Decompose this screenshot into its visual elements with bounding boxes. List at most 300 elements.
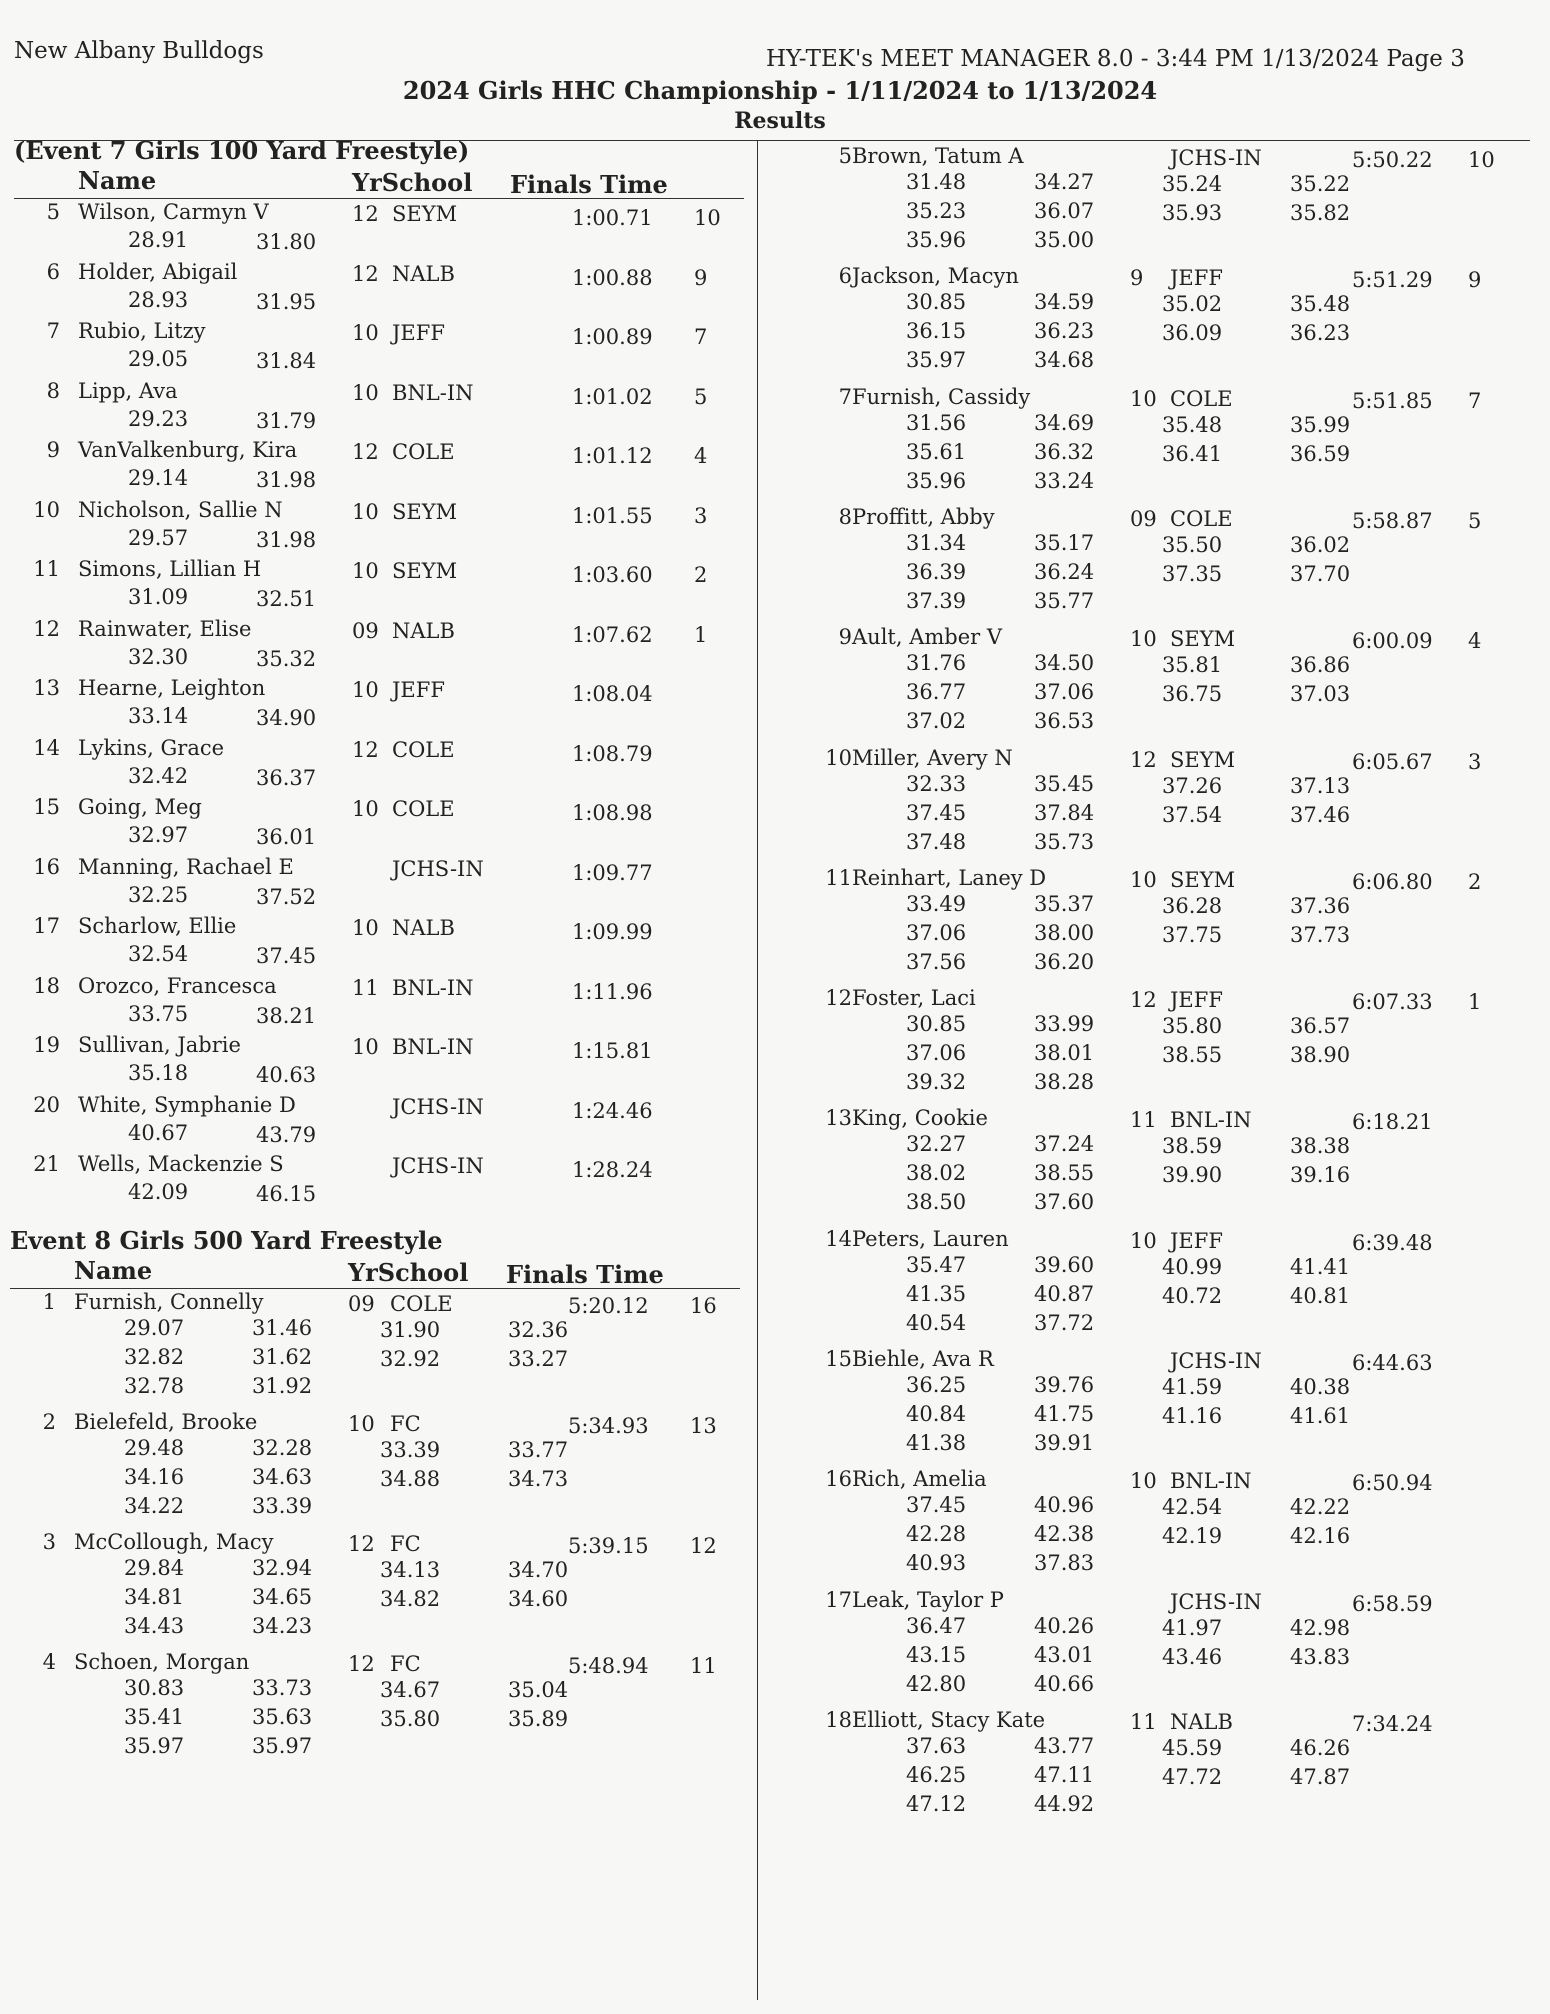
place: 10 bbox=[825, 745, 852, 770]
split-time: 36.75 bbox=[1162, 682, 1223, 707]
place: 2 bbox=[42, 1410, 56, 1434]
split-time: 36.39 bbox=[906, 559, 967, 584]
column-divider bbox=[757, 140, 758, 2000]
split-time: 32.82 bbox=[124, 1345, 185, 1369]
split-time: 37.46 bbox=[1290, 802, 1351, 827]
swimmer-name: Orozco, Francesca bbox=[78, 973, 277, 998]
section-title: Results bbox=[734, 108, 826, 134]
place: 13 bbox=[33, 676, 60, 700]
swimmer-name: White, Symphanie D bbox=[78, 1092, 296, 1117]
school: COLE bbox=[392, 440, 455, 464]
split-time: 34.73 bbox=[508, 1467, 569, 1491]
school: JCHS-IN bbox=[392, 1094, 484, 1119]
finals-time: 1:00.89 bbox=[572, 325, 653, 349]
swimmer-name: King, Cookie bbox=[852, 1106, 988, 1131]
split-time: 33.75 bbox=[128, 1001, 189, 1026]
finals-time: 5:34.93 bbox=[568, 1414, 649, 1438]
school: BNL-IN bbox=[1170, 1108, 1252, 1133]
year: 11 bbox=[1130, 1108, 1157, 1133]
points: 13 bbox=[690, 1414, 717, 1438]
finals-time: 1:07.62 bbox=[572, 622, 653, 647]
year: 10 bbox=[1130, 386, 1157, 411]
swimmer-name: Peters, Lauren bbox=[852, 1226, 1009, 1251]
year: 10 bbox=[1130, 1469, 1157, 1494]
split-time: 47.87 bbox=[1290, 1764, 1351, 1789]
split-time: 34.27 bbox=[1034, 170, 1095, 194]
split-time: 40.66 bbox=[1034, 1671, 1095, 1696]
split-time: 34.88 bbox=[380, 1467, 441, 1491]
result-row bbox=[796, 264, 1546, 382]
split-time: 35.17 bbox=[1034, 530, 1095, 555]
split-time: 35.96 bbox=[906, 228, 967, 252]
split-time: 37.26 bbox=[1162, 773, 1223, 798]
result-row bbox=[0, 557, 750, 616]
split-time: 38.00 bbox=[1034, 920, 1095, 945]
place: 7 bbox=[838, 384, 852, 409]
split-time: 33.39 bbox=[252, 1494, 313, 1518]
split-time: 36.24 bbox=[1034, 559, 1095, 584]
place: 5 bbox=[46, 200, 60, 224]
split-time: 37.24 bbox=[1034, 1132, 1095, 1157]
split-time: 37.35 bbox=[1162, 561, 1223, 586]
split-time: 37.02 bbox=[906, 709, 967, 734]
split-time: 40.54 bbox=[906, 1310, 967, 1335]
points: 12 bbox=[690, 1534, 717, 1558]
swimmer-name: Rubio, Litzy bbox=[78, 319, 206, 343]
result-row bbox=[0, 1290, 750, 1408]
school: NALB bbox=[1170, 1709, 1233, 1734]
swimmer-name: Bielefeld, Brooke bbox=[74, 1410, 258, 1434]
split-time: 37.06 bbox=[906, 1041, 967, 1066]
place: 16 bbox=[33, 854, 60, 879]
split-time: 37.36 bbox=[1290, 893, 1351, 918]
split-time: 37.13 bbox=[1290, 773, 1351, 798]
split-time: 28.93 bbox=[128, 287, 189, 312]
result-row bbox=[0, 1093, 750, 1152]
school: JCHS-IN bbox=[392, 1154, 484, 1178]
split-time: 42.98 bbox=[1290, 1615, 1351, 1640]
split-time: 35.97 bbox=[252, 1734, 313, 1758]
result-row bbox=[0, 498, 750, 557]
swimmer-name: Manning, Rachael E bbox=[78, 854, 294, 879]
split-time: 37.45 bbox=[906, 800, 967, 825]
split-time: 40.96 bbox=[1034, 1493, 1095, 1518]
split-time: 31.84 bbox=[256, 349, 317, 373]
split-time: 35.97 bbox=[906, 348, 967, 373]
place: 19 bbox=[33, 1033, 60, 1057]
school: NALB bbox=[392, 261, 455, 286]
result-row bbox=[0, 260, 750, 319]
split-time: 35.18 bbox=[128, 1061, 189, 1085]
split-time: 39.91 bbox=[1034, 1431, 1095, 1455]
split-time: 35.61 bbox=[906, 439, 967, 464]
place: 9 bbox=[46, 438, 60, 462]
split-time: 38.90 bbox=[1290, 1043, 1351, 1068]
result-row bbox=[0, 319, 750, 378]
split-time: 37.06 bbox=[906, 920, 967, 945]
finals-time: 6:05.67 bbox=[1352, 749, 1433, 774]
split-time: 35.02 bbox=[1162, 292, 1223, 317]
school: BNL-IN bbox=[392, 380, 474, 405]
split-time: 41.35 bbox=[906, 1281, 967, 1306]
place: 17 bbox=[825, 1587, 852, 1612]
swimmer-name: Sullivan, Jabrie bbox=[78, 1033, 241, 1057]
swimmer-name: Rich, Amelia bbox=[852, 1467, 987, 1492]
split-time: 43.15 bbox=[906, 1642, 967, 1667]
swimmer-name: Brown, Tatum A bbox=[852, 144, 1024, 168]
place: 7 bbox=[46, 319, 60, 343]
points: 3 bbox=[694, 503, 708, 528]
split-time: 36.20 bbox=[1034, 949, 1095, 974]
split-time: 35.50 bbox=[1162, 532, 1223, 557]
split-time: 47.12 bbox=[906, 1791, 967, 1816]
split-time: 42.22 bbox=[1290, 1495, 1351, 1520]
split-time: 34.63 bbox=[252, 1465, 313, 1489]
split-time: 33.24 bbox=[1034, 468, 1095, 493]
swimmer-name: Miller, Avery N bbox=[852, 745, 1013, 770]
split-time: 31.48 bbox=[906, 170, 967, 194]
finals-time: 6:58.59 bbox=[1352, 1591, 1433, 1616]
swimmer-name: Leak, Taylor P bbox=[852, 1587, 1004, 1612]
split-time: 36.32 bbox=[1034, 439, 1095, 464]
result-row bbox=[0, 438, 750, 497]
year: 10 bbox=[352, 559, 379, 583]
finals-time: 5:58.87 bbox=[1352, 508, 1433, 533]
split-time: 37.83 bbox=[1034, 1551, 1095, 1576]
split-time: 36.15 bbox=[906, 319, 967, 344]
split-time: 42.80 bbox=[906, 1671, 967, 1696]
split-time: 37.52 bbox=[256, 884, 317, 909]
finals-time: 5:48.94 bbox=[568, 1654, 649, 1678]
split-time: 34.82 bbox=[380, 1587, 441, 1611]
split-time: 38.02 bbox=[906, 1161, 967, 1186]
points: 10 bbox=[1468, 148, 1495, 172]
school: SEYM bbox=[1170, 747, 1236, 772]
result-row bbox=[0, 617, 750, 676]
school: BNL-IN bbox=[392, 1035, 474, 1059]
split-time: 35.82 bbox=[1290, 201, 1351, 225]
split-time: 34.16 bbox=[124, 1465, 185, 1489]
school: SEYM bbox=[392, 202, 458, 226]
split-time: 47.72 bbox=[1162, 1764, 1223, 1789]
year: 10 bbox=[1130, 1228, 1157, 1253]
split-time: 36.23 bbox=[1034, 319, 1095, 344]
split-time: 32.97 bbox=[128, 823, 189, 847]
split-time: 43.83 bbox=[1290, 1644, 1351, 1669]
result-row bbox=[0, 1530, 750, 1648]
place: 16 bbox=[825, 1467, 852, 1492]
split-time: 42.16 bbox=[1290, 1524, 1351, 1549]
year: 12 bbox=[348, 1652, 375, 1676]
finals-time: 7:34.24 bbox=[1352, 1711, 1433, 1736]
finals-time: 1:01.12 bbox=[572, 444, 653, 468]
split-time: 30.85 bbox=[906, 290, 967, 315]
split-time: 47.11 bbox=[1034, 1762, 1095, 1787]
split-time: 42.09 bbox=[128, 1180, 189, 1204]
year: 11 bbox=[352, 975, 379, 1000]
col-header-name: Name bbox=[74, 1256, 153, 1285]
finals-time: 5:51.85 bbox=[1352, 388, 1433, 413]
school: FC bbox=[390, 1412, 421, 1436]
split-time: 35.48 bbox=[1162, 412, 1223, 437]
split-time: 34.60 bbox=[508, 1587, 569, 1611]
place: 18 bbox=[825, 1707, 852, 1732]
split-time: 33.77 bbox=[508, 1438, 569, 1462]
split-time: 33.49 bbox=[906, 891, 967, 916]
split-time: 43.77 bbox=[1034, 1733, 1095, 1758]
points: 1 bbox=[1468, 990, 1482, 1015]
split-time: 40.99 bbox=[1162, 1254, 1223, 1279]
place: 17 bbox=[33, 914, 60, 938]
split-time: 39.32 bbox=[906, 1070, 967, 1095]
points: 4 bbox=[1468, 629, 1482, 654]
year: 10 bbox=[352, 797, 379, 821]
place: 11 bbox=[33, 557, 60, 581]
split-time: 28.91 bbox=[128, 228, 189, 252]
split-time: 43.79 bbox=[256, 1122, 317, 1147]
split-time: 36.77 bbox=[906, 680, 967, 705]
points: 3 bbox=[1468, 749, 1482, 774]
school: JCHS-IN bbox=[392, 856, 484, 881]
split-time: 35.24 bbox=[1162, 172, 1223, 196]
result-row bbox=[0, 795, 750, 854]
split-time: 35.04 bbox=[508, 1678, 569, 1702]
split-time: 36.53 bbox=[1034, 709, 1095, 734]
school: JEFF bbox=[1170, 266, 1223, 291]
place: 8 bbox=[838, 504, 852, 529]
split-time: 36.59 bbox=[1290, 441, 1351, 466]
finals-time: 5:50.22 bbox=[1352, 148, 1433, 172]
swimmer-name: Jackson, Macyn bbox=[852, 264, 1019, 289]
split-time: 30.85 bbox=[906, 1012, 967, 1037]
year: 09 bbox=[348, 1292, 375, 1316]
points: 5 bbox=[694, 384, 708, 409]
split-time: 31.98 bbox=[256, 468, 317, 492]
place: 5 bbox=[838, 144, 852, 168]
split-time: 40.81 bbox=[1290, 1283, 1351, 1308]
split-time: 35.32 bbox=[256, 646, 317, 671]
split-time: 34.13 bbox=[380, 1558, 441, 1582]
split-time: 35.80 bbox=[1162, 1014, 1223, 1039]
split-time: 35.73 bbox=[1034, 829, 1095, 854]
result-row bbox=[796, 746, 1546, 864]
split-time: 29.57 bbox=[128, 525, 189, 550]
points: 9 bbox=[694, 265, 708, 290]
split-time: 37.54 bbox=[1162, 802, 1223, 827]
year: 10 bbox=[352, 499, 379, 524]
split-time: 46.15 bbox=[256, 1182, 317, 1206]
place: 21 bbox=[33, 1152, 60, 1176]
split-time: 38.28 bbox=[1034, 1070, 1095, 1095]
split-time: 43.01 bbox=[1034, 1642, 1095, 1667]
split-time: 41.59 bbox=[1162, 1375, 1223, 1399]
school: JEFF bbox=[1170, 1228, 1223, 1253]
split-time: 31.62 bbox=[252, 1345, 313, 1369]
school: SEYM bbox=[392, 499, 458, 524]
split-time: 33.99 bbox=[1034, 1012, 1095, 1037]
swimmer-name: Holder, Abigail bbox=[78, 259, 238, 284]
points: 5 bbox=[1468, 508, 1482, 533]
year: 9 bbox=[1130, 266, 1144, 291]
result-row bbox=[796, 866, 1546, 984]
finals-time: 6:50.94 bbox=[1352, 1471, 1433, 1496]
split-time: 42.38 bbox=[1034, 1522, 1095, 1547]
split-time: 35.77 bbox=[1034, 588, 1095, 613]
split-time: 35.23 bbox=[906, 199, 967, 223]
swimmer-name: Reinhart, Laney D bbox=[852, 865, 1047, 890]
meet-title: 2024 Girls HHC Championship - 1/11/2024 to 1/13/2024 bbox=[402, 76, 1158, 105]
finals-time: 1:15.81 bbox=[572, 1039, 653, 1063]
col-header-yrschool: YrSchool bbox=[348, 1258, 469, 1287]
split-time: 42.19 bbox=[1162, 1524, 1223, 1549]
split-time: 32.30 bbox=[128, 644, 189, 669]
finals-time: 6:18.21 bbox=[1352, 1110, 1433, 1135]
split-time: 39.60 bbox=[1034, 1252, 1095, 1277]
split-time: 39.16 bbox=[1290, 1163, 1351, 1188]
split-time: 37.60 bbox=[1034, 1190, 1095, 1215]
split-time: 40.72 bbox=[1162, 1283, 1223, 1308]
split-time: 40.67 bbox=[128, 1120, 189, 1145]
result-row bbox=[796, 986, 1546, 1104]
place: 4 bbox=[42, 1650, 56, 1674]
points: 7 bbox=[1468, 388, 1482, 413]
swimmer-name: Foster, Laci bbox=[852, 986, 976, 1011]
place: 15 bbox=[825, 1347, 852, 1371]
split-time: 40.63 bbox=[256, 1063, 317, 1087]
split-time: 34.81 bbox=[124, 1585, 185, 1609]
split-time: 36.86 bbox=[1290, 653, 1351, 678]
school: SEYM bbox=[392, 559, 458, 583]
split-time: 34.65 bbox=[252, 1585, 313, 1609]
place: 15 bbox=[33, 795, 60, 819]
finals-time: 5:51.29 bbox=[1352, 268, 1433, 293]
school: JCHS-IN bbox=[1170, 1349, 1262, 1373]
split-time: 35.63 bbox=[252, 1705, 313, 1729]
split-time: 41.41 bbox=[1290, 1254, 1351, 1279]
swimmer-name: Wells, Mackenzie S bbox=[78, 1152, 284, 1176]
finals-time: 6:06.80 bbox=[1352, 869, 1433, 894]
result-row bbox=[0, 1033, 750, 1092]
year: 12 bbox=[1130, 988, 1157, 1013]
school: FC bbox=[390, 1652, 421, 1676]
split-time: 37.03 bbox=[1290, 682, 1351, 707]
split-time: 36.41 bbox=[1162, 441, 1223, 466]
split-time: 32.27 bbox=[906, 1132, 967, 1157]
split-time: 34.23 bbox=[252, 1614, 313, 1638]
split-time: 38.59 bbox=[1162, 1134, 1223, 1159]
split-time: 37.45 bbox=[256, 944, 317, 968]
swimmer-name: Furnish, Connelly bbox=[74, 1290, 264, 1314]
points: 2 bbox=[1468, 869, 1482, 894]
split-time: 46.26 bbox=[1290, 1735, 1351, 1760]
finals-time: 1:09.99 bbox=[572, 920, 653, 944]
year: 12 bbox=[352, 737, 379, 762]
school: NALB bbox=[392, 916, 455, 940]
split-time: 36.09 bbox=[1162, 321, 1223, 346]
split-time: 34.50 bbox=[1034, 651, 1095, 676]
split-time: 35.89 bbox=[508, 1707, 569, 1731]
result-row bbox=[796, 1227, 1546, 1345]
split-time: 37.48 bbox=[906, 829, 967, 854]
split-time: 37.63 bbox=[906, 1733, 967, 1758]
year: 12 bbox=[352, 440, 379, 464]
split-time: 35.93 bbox=[1162, 201, 1223, 225]
year: 10 bbox=[1130, 867, 1157, 892]
year: 11 bbox=[1130, 1709, 1157, 1734]
col-header-finals: Finals Time bbox=[510, 170, 668, 199]
year: 12 bbox=[1130, 747, 1157, 772]
finals-time: 1:28.24 bbox=[572, 1158, 653, 1182]
result-row bbox=[0, 855, 750, 914]
split-time: 33.27 bbox=[508, 1347, 569, 1371]
split-time: 29.23 bbox=[128, 406, 189, 431]
event-8-title: Event 8 Girls 500 Yard Freestyle bbox=[10, 1226, 443, 1255]
finals-time: 6:00.09 bbox=[1352, 629, 1433, 654]
finals-time: 1:01.55 bbox=[572, 503, 653, 528]
software-timestamp-page: HY-TEK's MEET MANAGER 8.0 - 3:44 PM 1/13/2024 Page 3 bbox=[766, 46, 1465, 72]
split-time: 42.28 bbox=[906, 1522, 967, 1547]
split-time: 34.59 bbox=[1034, 290, 1095, 315]
split-time: 31.92 bbox=[252, 1374, 313, 1398]
finals-time: 6:07.33 bbox=[1352, 990, 1433, 1015]
school: SEYM bbox=[1170, 627, 1236, 652]
result-row bbox=[796, 385, 1546, 503]
split-time: 34.69 bbox=[1034, 410, 1095, 435]
split-time: 36.47 bbox=[906, 1613, 967, 1638]
col-header-yrschool: YrSchool bbox=[352, 168, 473, 197]
finals-time: 1:03.60 bbox=[572, 563, 653, 587]
result-row bbox=[0, 736, 750, 795]
finals-time: 1:00.88 bbox=[572, 265, 653, 290]
year: 10 bbox=[1130, 627, 1157, 652]
school: COLE bbox=[390, 1292, 453, 1316]
school: JEFF bbox=[1170, 988, 1223, 1013]
split-time: 32.78 bbox=[124, 1374, 185, 1398]
finals-time: 5:39.15 bbox=[568, 1534, 649, 1558]
split-time: 38.55 bbox=[1034, 1161, 1095, 1186]
school: COLE bbox=[392, 737, 455, 762]
result-row bbox=[0, 1650, 750, 1768]
swimmer-name: Hearne, Leighton bbox=[78, 676, 266, 700]
school: NALB bbox=[392, 618, 455, 643]
split-time: 31.90 bbox=[380, 1318, 441, 1342]
split-time: 34.67 bbox=[380, 1678, 441, 1702]
year: 12 bbox=[352, 202, 379, 226]
split-time: 36.23 bbox=[1290, 321, 1351, 346]
finals-time: 1:00.71 bbox=[572, 206, 653, 230]
place: 8 bbox=[46, 378, 60, 403]
split-time: 37.06 bbox=[1034, 680, 1095, 705]
split-time: 33.39 bbox=[380, 1438, 441, 1462]
split-time: 43.46 bbox=[1162, 1644, 1223, 1669]
swimmer-name: McCollough, Macy bbox=[74, 1530, 274, 1554]
split-time: 29.48 bbox=[124, 1436, 185, 1460]
split-time: 41.16 bbox=[1162, 1404, 1223, 1428]
split-time: 37.73 bbox=[1290, 922, 1351, 947]
split-time: 35.41 bbox=[124, 1705, 185, 1729]
result-row bbox=[796, 505, 1546, 623]
swimmer-name: Wilson, Carmyn V bbox=[78, 200, 269, 224]
finals-time: 1:11.96 bbox=[572, 979, 653, 1004]
result-row bbox=[0, 974, 750, 1033]
split-time: 37.84 bbox=[1034, 800, 1095, 825]
split-time: 39.90 bbox=[1162, 1163, 1223, 1188]
year: 09 bbox=[1130, 506, 1157, 531]
split-time: 35.47 bbox=[906, 1252, 967, 1277]
place: 1 bbox=[42, 1290, 56, 1314]
split-time: 29.05 bbox=[128, 347, 189, 371]
place: 6 bbox=[46, 259, 60, 284]
